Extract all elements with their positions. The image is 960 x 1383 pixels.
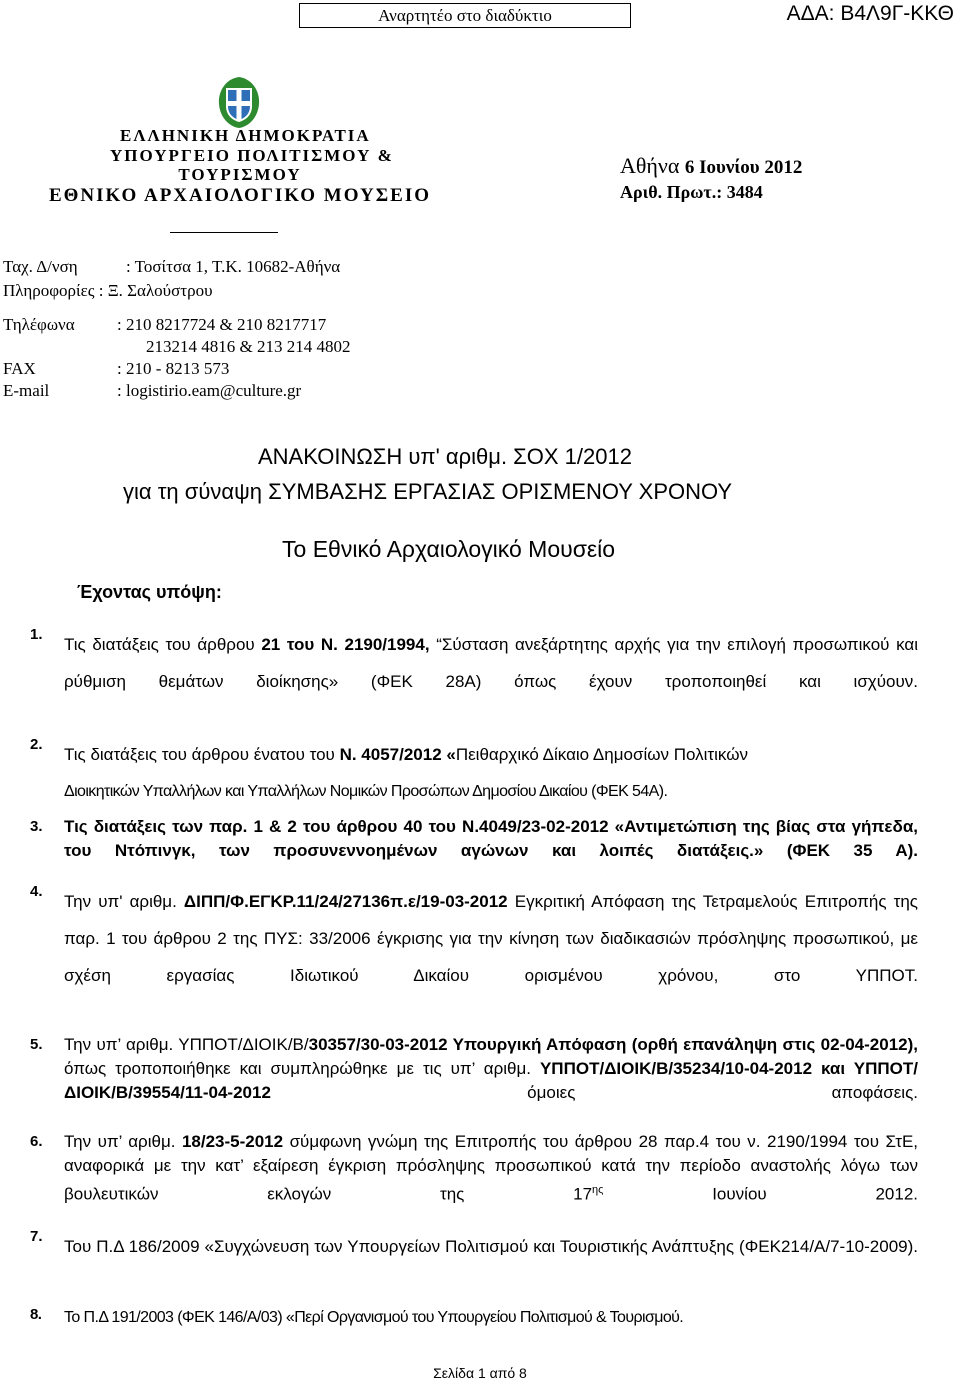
announcement-title: ΑΝΑΚΟΙΝΩΣΗ υπ' αριθμ. ΣΟΧ 1/2012 bbox=[258, 444, 632, 469]
header-divider bbox=[170, 232, 278, 233]
list-item-5: 5. Την υπ’ αριθμ. ΥΠΠΟΤ/ΔΙΟΙΚ/Β/30357/30-03-2012 Υπουργική Απόφαση (ορθή επανάληψη στις 02-04-2012), όπως τροποποιήθηκε και συμπληρώθηκε με τις υπ’ αριθμ. ΥΠΠΟΤ/ΔΙΟΙΚ/Β/35234/10-04-2012 και ΥΠΠΟΤ/ΔΙΟΙΚ/Β/39554/11-04-2012 όμοιες αποφάσεις. bbox=[30, 1035, 918, 1102]
header-ministry: ΥΠΟΥΡΓΕΙΟ ΠΟΛΙΤΙΣΜΟΥ & bbox=[110, 146, 394, 165]
phone-value-2: 213214 4816 & 213 214 4802 bbox=[146, 337, 351, 356]
info-label: Πληροφορίες : Ξ. Σαλούστρου bbox=[3, 281, 213, 300]
publish-banner: Αναρτητέο στο διαδύκτιο bbox=[299, 3, 631, 28]
list-item-8: 8. Το Π.Δ 191/2003 (ΦΕΚ 146/Α/03) «Περί Οργανισμού του Υπουργείου Πολιτισμού & Τουρισμού. bbox=[30, 1306, 684, 1326]
address-value: : Τοσίτσα 1, Τ.Κ. 10682-Αθήνα bbox=[126, 257, 341, 276]
list-item-1: 1. Τις διατάξεις του άρθρου 21 του Ν. 2190/1994, “Σύσταση ανεξάρτητης αρχής για την επιλογή προσωπικού και ρύθμιση θεμάτων διοίκησης» (ΦΕΚ 28Α) όπως έχουν τροποποιηθεί και ισχύουν. bbox=[30, 626, 918, 691]
page-footer: Σελίδα 1 από 8 bbox=[433, 1365, 527, 1381]
phone-value-1: : 210 8217724 & 210 8217717 bbox=[117, 315, 327, 334]
ada-code: ΑΔΑ: Β4Λ9Γ-ΚΚΘ bbox=[786, 2, 954, 25]
phone-label: Τηλέφωνα bbox=[3, 315, 75, 334]
email-value[interactable]: : logistirio.eam@culture.gr bbox=[117, 381, 302, 400]
list-item-7: 7. Του Π.Δ 186/2009 «Συγχώνευση των Υπουργείων Πολιτισμού και Τουριστικής Ανάπτυξης (ΦΕΚ214/Α/7-10-2009). bbox=[30, 1228, 918, 1256]
header-museum: ΕΘΝΙΚΟ ΑΡΧΑΙΟΛΟΓΙΚΟ ΜΟΥΣΕΙΟ bbox=[48, 185, 432, 206]
list-item-3: 3. Τις διατάξεις των παρ. 1 & 2 του άρθρου 40 του Ν.4049/23-02-2012 «Αντιμετώπιση της βίας στα γήπεδα, του Ντόπινγκ, των προσυνεννοημένων αγώνων και λοιπές διατάξεις.» (ΦΕΚ 35 Α). bbox=[30, 817, 918, 860]
list-item-2: 2. Τις διατάξεις του άρθρου ένατου του Ν. 4057/2012 «Πειθαρχικό Δίκαιο Δημοσίων Πολιτικών Διοικητικών Υπαλλήλων και Υπαλλήλων Νομικών Προσώπων Δημοσίου Δικαίου (ΦΕΚ 54Α). bbox=[30, 736, 748, 800]
protocol-number: Αριθ. Πρωτ.: 3484 bbox=[620, 182, 763, 202]
announcement-subtitle: για τη σύναψη ΣΥΜΒΑΣΗΣ ΕΡΓΑΣΙΑΣ ΟΡΙΣΜΕΝΟΥ ΧΡΟΝΟΥ bbox=[123, 479, 733, 504]
document-date: Αθήνα 6 Ιουνίου 2012 bbox=[620, 153, 803, 178]
header-tourism: ΤΟΥΡΙΣΜΟΥ bbox=[178, 165, 302, 184]
list-item-6: 6. Την υπ’ αριθμ. 18/23-5-2012 σύμφωνη γνώμη της Επιτροπής του άρθρου 28 παρ.4 του ν. 2190/1994 του ΣτΕ, αναφορικά με την κατ’ εξαίρεση έγκριση πρόσληψης προσωπικού κατά την περίοδο αναστολής λόγω των βουλευτικών εκλογών της $17^{\eta\varsigma}$ Ιουνίου 2012. bbox=[30, 1132, 919, 1204]
address-label: Ταχ. Δ/νση bbox=[3, 257, 78, 276]
fax-label: FAX bbox=[3, 359, 36, 378]
museum-heading: Το Εθνικό Αρχαιολογικό Μουσείο bbox=[282, 536, 616, 562]
fax-value: : 210 - 8213 573 bbox=[117, 359, 230, 378]
considering-heading: Έχοντας υπόψη: bbox=[77, 582, 222, 602]
coat-of-arms-emblem bbox=[213, 74, 265, 130]
list-item-4: 4. Την υπ' αριθμ. ΔΙΠΠ/Φ.ΕΓΚΡ.11/24/27136π.ε/19-03-2012 Εγκριτική Απόφαση της Τετραμελούς Επιτροπής της παρ. 1 του άρθρου 2 της ΠΥΣ: 33/2006 έγκρισης για την κίνηση των διαδικασιών πρόσληψης προσωπικού, με σχέση εργασίας Ιδιωτικού Δικαίου ορισμένου χρόνου, στο ΥΠΠΟΤ. bbox=[30, 883, 918, 985]
email-label: E-mail bbox=[3, 381, 50, 400]
header-republic: ΕΛΛΗΝΙΚΗ ΔΗΜΟΚΡΑΤΙΑ bbox=[120, 126, 371, 145]
